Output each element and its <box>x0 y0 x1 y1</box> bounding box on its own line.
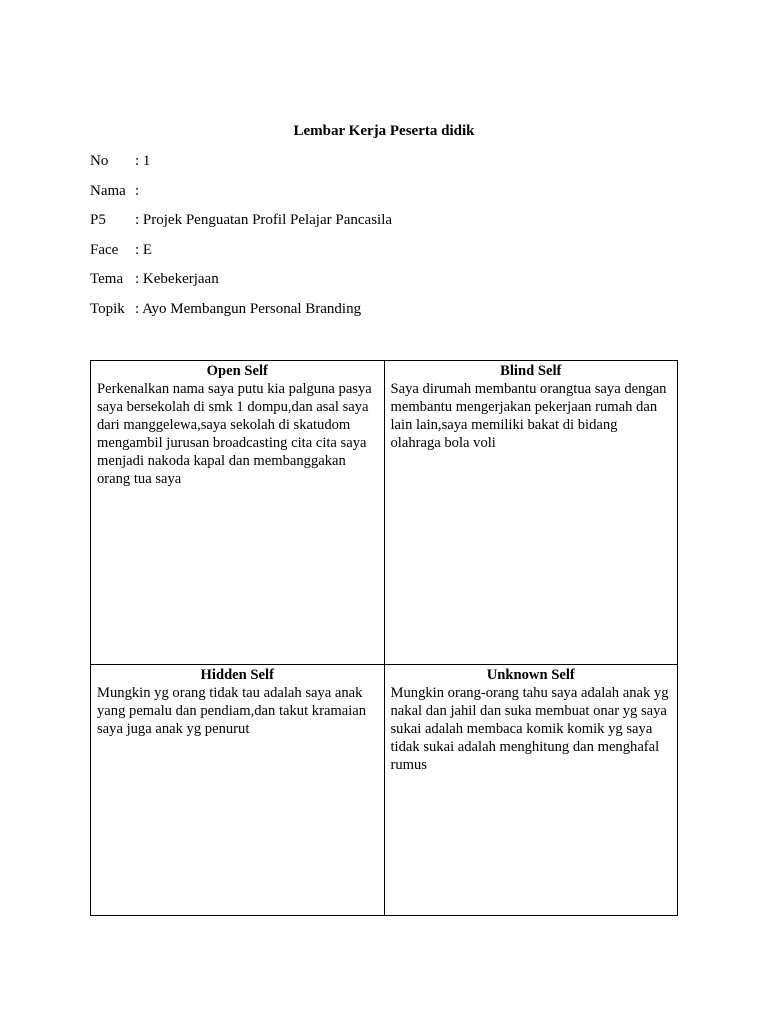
unknown-self-text: Mungkin orang-orang tahu saya adalah anak yg nakal dan jahil dan suka membuat onar yg saya sukai adalah membaca komik komik yg saya tidak sukai adalah menghitung dan menghafal rumus <box>390 685 669 773</box>
field-value-no: : 1 <box>135 153 151 169</box>
field-label-topik: Topik <box>90 300 125 317</box>
field-value-tema: : Kebekerjaan <box>135 271 219 288</box>
blind-self-cell <box>384 361 678 665</box>
field-row-no <box>90 152 690 182</box>
hidden-self-title: Hidden Self <box>200 667 274 683</box>
hidden-self-text: Mungkin yg orang tidak tau adalah saya anak yang pemalu dan pendiam,dan takut kramaian saya juga anak yg penurut <box>97 685 367 737</box>
field-label-nama: Nama <box>90 182 126 199</box>
student-info-fields <box>90 152 690 330</box>
johari-row-bottom <box>91 665 678 916</box>
page-title: Lembar Kerja Peserta didik <box>293 123 475 139</box>
blind-self-text: Saya dirumah membantu orangtua saya dengan membantu mengerjakan pekerjaan rumah dan lain lain,saya memiliki bakat di bidang olahraga bola voli <box>390 381 667 451</box>
field-label-p5: P5 <box>90 212 106 229</box>
field-value-p5: : Projek Penguatan Profil Pelajar Pancasila <box>135 212 393 229</box>
field-label-no: No <box>90 153 109 169</box>
open-self-text: Perkenalkan nama saya putu kia palguna pasya saya bersekolah di smk 1 dompu,dan asal saya dari manggelewa,saya sekolah di skatudom mengambil jurusan broadcasting cita cita saya menjadi nakoda kapal dan membanggakan orang tua saya <box>97 381 372 487</box>
blind-self-title: Blind Self <box>500 363 562 379</box>
unknown-self-cell <box>384 665 678 916</box>
field-row-topik <box>90 300 690 330</box>
field-row-nama <box>90 182 690 212</box>
field-value-topik: : Ayo Membangun Personal Branding <box>135 300 362 317</box>
field-label-tema: Tema <box>90 271 124 288</box>
johari-row-top <box>91 361 678 665</box>
field-value-face: : E <box>135 241 153 258</box>
field-value-nama: : <box>135 182 140 199</box>
field-row-p5 <box>90 211 690 241</box>
unknown-self-title: Unknown Self <box>486 667 575 683</box>
field-label-face: Face <box>90 241 119 258</box>
johari-window-table <box>90 360 678 916</box>
field-row-tema <box>90 270 690 300</box>
hidden-self-cell <box>91 665 385 916</box>
field-row-face <box>90 241 690 271</box>
open-self-cell <box>91 361 385 665</box>
open-self-title: Open Self <box>206 363 268 379</box>
